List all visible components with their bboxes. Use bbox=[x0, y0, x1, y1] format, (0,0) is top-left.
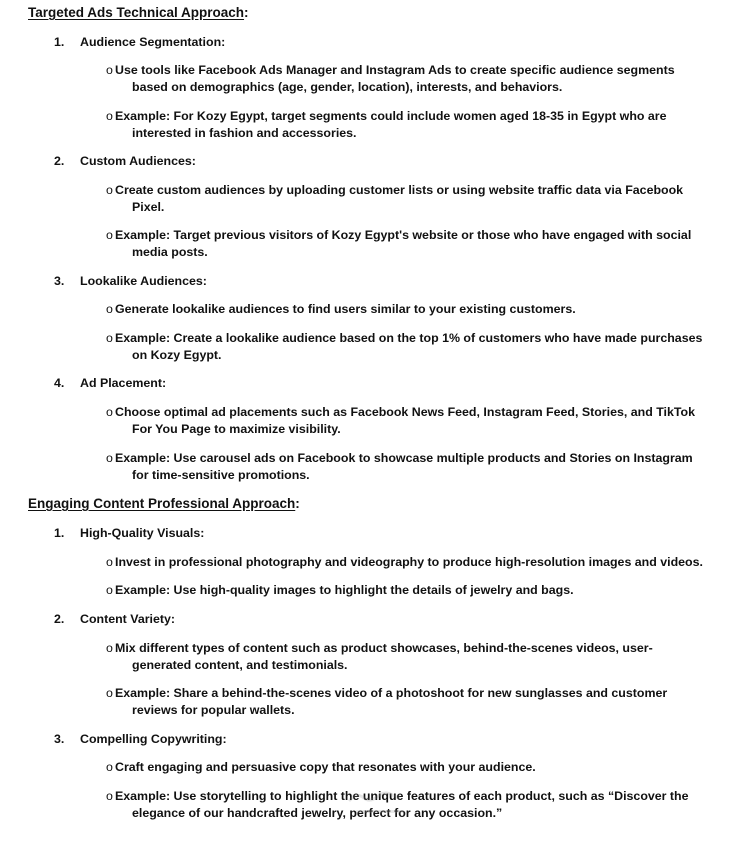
item-label: Content Variety: bbox=[80, 612, 176, 626]
sub-bullet bbox=[106, 582, 706, 599]
bullet-circle-icon: o bbox=[106, 228, 113, 242]
sub-bullet bbox=[106, 554, 706, 571]
bullet-circle-icon: o bbox=[106, 63, 113, 77]
section-title: Targeted Ads Technical Approach bbox=[28, 5, 245, 20]
item-label: Compelling Copywriting: bbox=[80, 732, 227, 746]
sub-bullet bbox=[106, 62, 706, 96]
list-item-custom-audiences bbox=[54, 153, 196, 169]
sub-bullet bbox=[106, 301, 706, 318]
item-label: Ad Placement: bbox=[80, 376, 167, 390]
section-title: Engaging Content Professional Approach bbox=[28, 496, 296, 511]
list-item-ad-placement bbox=[54, 375, 166, 391]
item-number: 1. bbox=[54, 526, 65, 540]
list-item-high-quality-visuals bbox=[54, 525, 204, 541]
item-number: 3. bbox=[54, 732, 65, 746]
item-label: Audience Segmentation: bbox=[80, 35, 226, 49]
bullet-text: Example: Share a behind-the-scenes video of a photoshoot for new sunglasses and customer reviews for popular wallets. bbox=[115, 686, 668, 717]
sub-bullet bbox=[106, 685, 706, 719]
section-heading-targeted-ads bbox=[28, 4, 249, 21]
bullet-text: Example: Target previous visitors of Kozy Egypt's website or those who have engaged with social media posts. bbox=[115, 228, 692, 259]
sub-bullet bbox=[106, 450, 706, 484]
section-heading-engaging-content bbox=[28, 495, 300, 512]
bullet-text: Choose optimal ad placements such as Facebook News Feed, Instagram Feed, Stories, and TikTok For You Page to maximize visibility. bbox=[115, 405, 695, 436]
item-label: Lookalike Audiences: bbox=[80, 274, 207, 288]
sub-bullet bbox=[106, 640, 706, 674]
item-number: 4. bbox=[54, 376, 65, 390]
sub-bullet bbox=[106, 759, 706, 776]
item-label: Custom Audiences: bbox=[80, 154, 196, 168]
bullet-text: Create custom audiences by uploading customer lists or using website traffic data via Facebook Pixel. bbox=[115, 183, 684, 214]
bullet-circle-icon: o bbox=[106, 405, 113, 419]
bullet-text: Example: Use carousel ads on Facebook to showcase multiple products and Stories on Instagram for time-sensitive promotions. bbox=[115, 451, 693, 482]
bullet-circle-icon: o bbox=[106, 760, 113, 774]
sub-bullet bbox=[106, 788, 706, 822]
bullet-circle-icon: o bbox=[106, 641, 113, 655]
list-item-compelling-copywriting bbox=[54, 731, 227, 747]
bullet-circle-icon: o bbox=[106, 555, 113, 569]
bullet-circle-icon: o bbox=[106, 302, 113, 316]
item-number: 1. bbox=[54, 35, 65, 49]
sub-bullet bbox=[106, 404, 706, 438]
bullet-text: Example: Use storytelling to highlight the unique features of each product, such as “Discover the elegance of our handcrafted jewelry, perfect for any occasion.” bbox=[115, 789, 689, 820]
sub-bullet bbox=[106, 227, 706, 261]
item-number: 2. bbox=[54, 612, 65, 626]
item-label: High-Quality Visuals: bbox=[80, 526, 205, 540]
section-title-colon: : bbox=[295, 496, 300, 511]
list-item-lookalike-audiences bbox=[54, 273, 207, 289]
bullet-circle-icon: o bbox=[106, 183, 113, 197]
bullet-circle-icon: o bbox=[106, 686, 113, 700]
item-number: 3. bbox=[54, 274, 65, 288]
bullet-circle-icon: o bbox=[106, 331, 113, 345]
bullet-text: Example: Use high-quality images to highlight the details of jewelry and bags. bbox=[115, 583, 574, 597]
sub-bullet bbox=[106, 330, 706, 364]
item-number: 2. bbox=[54, 154, 65, 168]
bullet-circle-icon: o bbox=[106, 583, 113, 597]
list-item-audience-segmentation bbox=[54, 34, 225, 50]
bullet-text: Use tools like Facebook Ads Manager and Instagram Ads to create specific audience segments based on demographics (age, gender, location), interests, and behaviors. bbox=[115, 63, 675, 94]
bullet-circle-icon: o bbox=[106, 109, 113, 123]
bullet-text: Craft engaging and persuasive copy that resonates with your audience. bbox=[115, 760, 536, 774]
bullet-text: Example: Create a lookalike audience based on the top 1% of customers who have made purchases on Kozy Egypt. bbox=[115, 331, 703, 362]
sub-bullet bbox=[106, 182, 706, 216]
bullet-text: Invest in professional photography and videography to produce high-resolution images and videos. bbox=[115, 555, 703, 569]
bullet-circle-icon: o bbox=[106, 451, 113, 465]
list-item-content-variety bbox=[54, 611, 175, 627]
section-title-colon: : bbox=[244, 5, 249, 20]
sub-bullet bbox=[106, 108, 706, 142]
bullet-text: Example: For Kozy Egypt, target segments could include women aged 18-35 in Egypt who are interested in fashion and accessories. bbox=[115, 109, 667, 140]
bullet-circle-icon: o bbox=[106, 789, 113, 803]
bullet-text: Generate lookalike audiences to find users similar to your existing customers. bbox=[115, 302, 576, 316]
bullet-text: Mix different types of content such as product showcases, behind-the-scenes videos, user-generated content, and testimonials. bbox=[115, 641, 653, 672]
